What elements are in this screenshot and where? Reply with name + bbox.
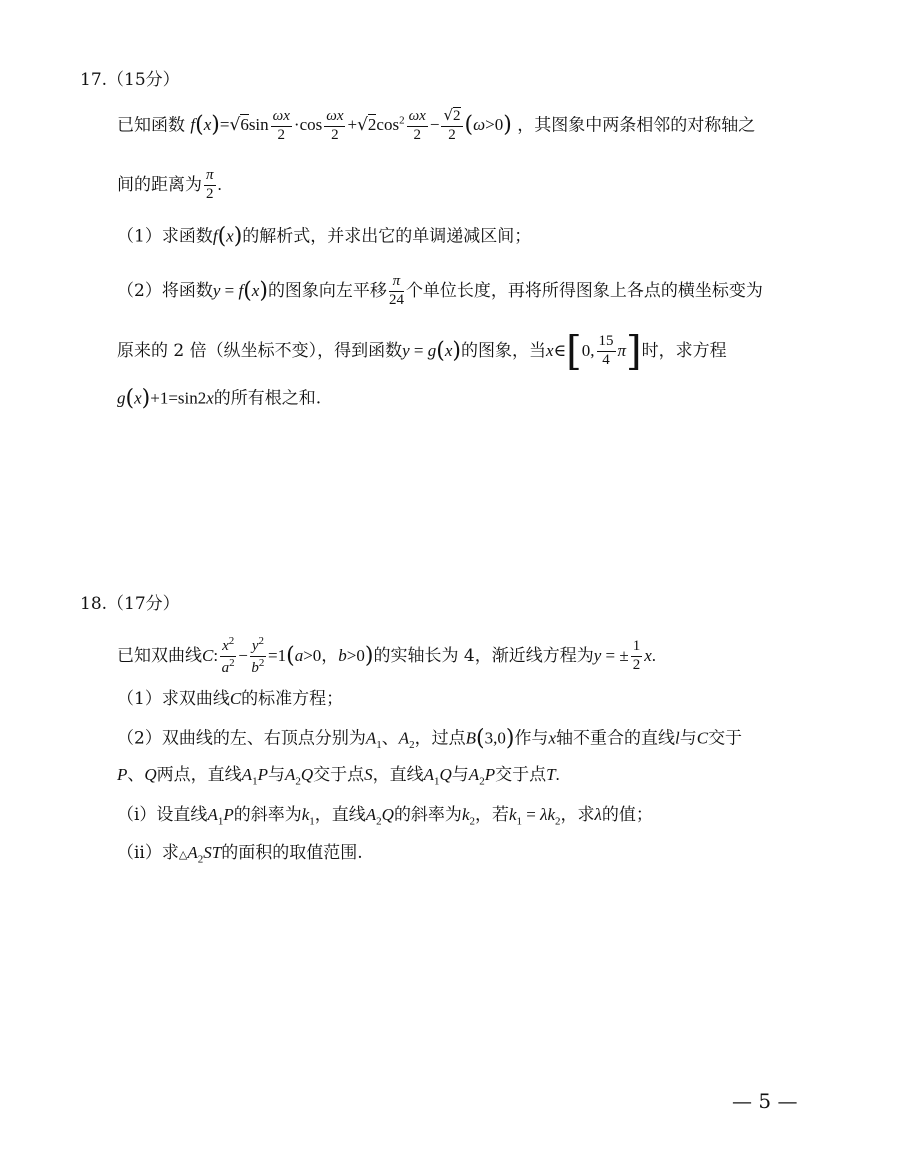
q17-function-formula: f(x)=√6sin $\frac{\omega x}{2}$ ·cos $\frac{\omega x}{2}$ $+√2\cos^2$ $\frac{\omega x}{2}$ − $\frac{√2}{2}$ (ω>0) [190, 106, 512, 143]
q18-sub-i-b: 的斜率为 [233, 805, 302, 825]
q18-sub-i-c: ，直线 [314, 805, 366, 825]
q18-stem: 已知双曲线C: $\frac{x^2}{a^2}$ − $\frac{y^2}{b^2}$ =1(a>0，b>0)的实轴长为 4，渐近线方程为y = ± $\frac{1}{2}$ x. [117, 635, 656, 676]
q17-part2-line3-text: 的所有根之和. [213, 388, 322, 409]
q17-part1: （1）求函数f(x)的解析式，并求出它的单调递减区间； [117, 224, 532, 249]
q18-part2-f: 交于 [708, 728, 743, 749]
q17-stem-line2-text: 间的距离为 [117, 174, 202, 195]
q17-part2-line3: g(x)+1=sin2x的所有根之和. [117, 386, 322, 411]
q17-part1-suffix: 的解析式，并求出它的单调递减区间； [242, 226, 532, 247]
q17-pi-over-2: $\frac{\pi}{2}$ [206, 167, 214, 202]
q18-part2-b: ，过点 [414, 728, 466, 749]
q18-sub-ii-b: 的面积的取值范围. [221, 843, 363, 863]
q18-stem-mid: 的实轴长为 4，渐近线方程为 [373, 645, 594, 666]
q18-sub-i-e: ，若 [474, 805, 509, 825]
q18-part2-line2-e: 与 [451, 765, 469, 785]
q17-part2-prefix: （2）将函数 [117, 280, 213, 301]
q18-part2-line2-a: 两点，直线 [156, 765, 242, 785]
page-number: — 5 — [732, 1089, 798, 1113]
q18-part2-e: 与 [679, 728, 697, 749]
q18-sub-ii-a: （ii）求 [117, 843, 179, 863]
q17-part2-mid: 的图象向左平移 [267, 280, 387, 301]
q17-heading: 17.（15分） [80, 70, 180, 90]
q17-part2-suffix: 个单位长度，再将所得图象上各点的横坐标变为 [405, 280, 763, 301]
q18-sub-i-g: 的值； [601, 805, 653, 825]
q17-stem-intro: 已知函数 [117, 115, 185, 136]
q17-part2-line2-c: 时，求方程 [641, 340, 727, 361]
q18-stem-intro: 已知双曲线 [117, 645, 202, 666]
q18-sub-i-f: ，求 [560, 805, 595, 825]
q17-stem-line2: 间的距离为 $\frac{\pi}{2}$ . [117, 167, 222, 202]
q18-part2-line1: （2）双曲线的左、右顶点分别为$A_1$、$A_2$，过点B(3,0)作与x轴不重合的直线l与C交于 [117, 726, 743, 751]
q18-sub-ii: （ii）求$\triangle A_2ST$的面积的取值范围. [117, 843, 363, 866]
q18-part2-line2-b: 与 [267, 765, 285, 785]
q18-part2-d: 轴不重合的直线 [555, 728, 675, 749]
q18-part1-prefix: （1）求双曲线 [117, 689, 230, 709]
q18-part2-a: （2）双曲线的左、右顶点分别为 [117, 728, 366, 749]
q18-part2-line2-f: 交于点 [495, 765, 547, 785]
q18-sub-i-d: 的斜率为 [393, 805, 462, 825]
q17-stem-after-formula: ，其图象中两条相邻的对称轴之 [517, 115, 756, 136]
q18-sub-i-a: （i）设直线 [117, 805, 208, 825]
q18-sub-i: （i）设直线$A_1P$的斜率为$k_1$，直线$A_2Q$的斜率为$k_2$，若$k_1 = \lambda k_2$，求λ的值； [117, 805, 653, 828]
q18-part2-c: 作与 [514, 728, 549, 749]
q17-part1-prefix: （1）求函数 [117, 226, 213, 247]
q18-part2-line2: P、Q两点，直线$A_1P$与$A_2Q$交于点S，直线$A_1Q$与$A_2P$交于点T. [117, 765, 560, 788]
q17-part2-line2-a: 原来的 2 倍（纵坐标不变），得到函数 [117, 340, 403, 361]
q18-part2-line2-d: ，直线 [372, 765, 424, 785]
q18-heading: 18.（17分） [80, 594, 180, 614]
q17-pi-over-24: $\frac{\pi}{24}$ [388, 273, 404, 308]
q18-part2-line2-c: 交于点 [313, 765, 365, 785]
q18-part1-suffix: 的标准方程； [241, 689, 344, 709]
q17-stem-line1 [117, 108, 755, 144]
q17-part2-line1: （2）将函数y = f(x)的图象向左平移 $\frac{\pi}{24}$ 个单位长度，再将所得图象上各点的横坐标变为 [117, 273, 763, 308]
q18-part1: （1）求双曲线C的标准方程； [117, 689, 344, 709]
q17-part2-line2-b: 的图象，当 [461, 340, 546, 361]
q17-part2-line2: 原来的 2 倍（纵坐标不变），得到函数y = g(x)的图象，当x∈[0, $\frac{15}{4}$ π]时，求方程 [117, 328, 727, 375]
